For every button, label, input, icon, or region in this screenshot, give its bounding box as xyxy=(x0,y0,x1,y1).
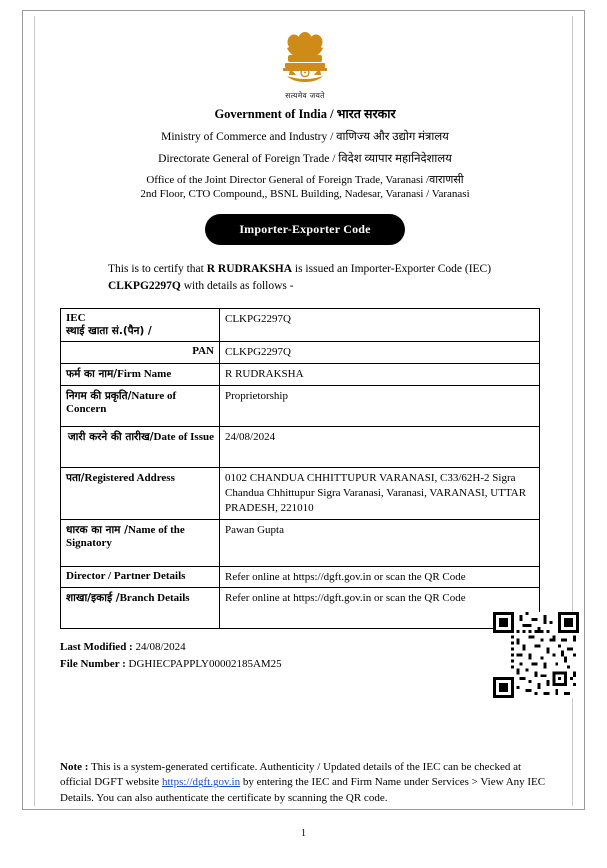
table-row xyxy=(61,566,540,588)
row-label-signatory xyxy=(61,519,220,566)
row-value-iec: CLKPG2297Q xyxy=(220,309,540,342)
ministry-line: Ministry of Commerce and Industry / वाणिज्य और उद्योग मंत्रालय xyxy=(161,131,449,143)
file-number-row xyxy=(60,656,550,673)
table-row xyxy=(61,364,540,386)
label-en-iec: IEC xyxy=(66,312,86,325)
dgft-website-link[interactable]: https://dgft.gov.in xyxy=(161,776,241,789)
row-label-nature-of-concern xyxy=(61,386,220,427)
label-en-branch: Branch Details xyxy=(119,592,190,605)
table-row xyxy=(61,309,540,342)
label-en-signatory: Name of the Signatory xyxy=(66,523,185,549)
certify-firm-name: R RUDRAKSHA xyxy=(206,263,292,275)
label-en-pan: PAN xyxy=(192,345,214,358)
office-line-1: Office of the Joint Director General of Foreign Trade, Varanasi /वाराणसी xyxy=(146,174,464,186)
label-hi-firm-name: फर्म का नाम/ xyxy=(66,368,118,381)
certify-suffix: with details as follows - xyxy=(180,279,294,292)
government-title: Government of India / भारत सरकार xyxy=(214,107,396,121)
label-hi-iec: स्थाई खाता सं.(पैन) / xyxy=(66,325,152,338)
table-row xyxy=(61,386,540,427)
certify-middle: is issued an Importer-Exporter Code (IEC) xyxy=(292,263,492,275)
certificate-content xyxy=(60,28,550,807)
note-block xyxy=(60,760,550,808)
row-value-nature-of-concern: Proprietorship xyxy=(220,386,540,427)
last-modified-value: 24/08/2024 xyxy=(132,641,186,654)
label-en-date: Date of Issue xyxy=(153,431,214,444)
label-hi-nature: निगम की प्रकृति/ xyxy=(66,390,132,403)
emblem-block xyxy=(60,28,550,101)
iec-details-table xyxy=(60,308,540,629)
file-number-value: DGHIECPAPPLY00002185AM25 xyxy=(125,658,282,671)
row-label-director-partner xyxy=(61,566,220,588)
file-number-label: File Number : xyxy=(60,658,126,671)
row-value-registered-address: 0102 CHANDUA CHHITTUPUR VARANASI, C33/62H-2 Sigra Chandua Chhittupur Sigra Varanasi, Varanasi, VARANASI, UTTAR PRADESH, 221010 xyxy=(220,468,540,520)
row-value-date-of-issue: 24/08/2024 xyxy=(220,427,540,468)
table-row xyxy=(61,342,540,364)
table-row xyxy=(61,588,540,629)
table-row xyxy=(61,468,540,520)
row-label-date-of-issue xyxy=(61,427,220,468)
footer-meta xyxy=(60,639,550,673)
row-label-branch-details xyxy=(61,588,220,629)
note-text-1: This is a system-generated certificate. Authenticity / Updated details of the IEC can be checked at official DGFT website xyxy=(60,760,522,789)
page-title: Importer-Exporter Code xyxy=(205,214,404,245)
qr-code-icon[interactable] xyxy=(493,612,579,698)
row-value-pan: CLKPG2297Q xyxy=(220,342,540,364)
label-hi-date: जारी करने की तारीख/ xyxy=(67,431,154,444)
india-national-emblem-icon xyxy=(278,28,332,90)
label-en-firm-name: Firm Name xyxy=(117,368,172,381)
emblem-motto: सत्यमेव जयते xyxy=(285,91,325,100)
table-row xyxy=(61,519,540,566)
last-modified-label: Last Modified : xyxy=(60,641,133,654)
row-label-iec xyxy=(61,309,220,342)
office-line-2: 2nd Floor, CTO Compound,, BSNL Building, Nadesar, Varanasi / Varanasi xyxy=(140,188,470,200)
row-value-branch-details: Refer online at https://dgft.gov.in or scan the QR Code xyxy=(220,588,540,629)
label-hi-address: पता/ xyxy=(66,472,85,485)
certify-prefix: This is to certify that xyxy=(108,263,207,275)
page-number: 1 xyxy=(301,828,306,839)
row-value-director-partner: Refer online at https://dgft.gov.in or scan the QR Code xyxy=(220,566,540,588)
title-pill-wrapper xyxy=(60,214,550,245)
last-modified-row xyxy=(60,639,550,656)
label-en-address: Registered Address xyxy=(84,472,175,485)
label-hi-branch: शाखा/इकाई / xyxy=(66,592,120,605)
label-en-director: Director / Partner Details xyxy=(66,569,186,582)
certify-paragraph xyxy=(60,261,550,294)
row-label-firm-name xyxy=(61,364,220,386)
row-label-pan xyxy=(61,342,220,364)
directorate-line: Directorate General of Foreign Trade / विदेश व्यापार महानिदेशालय xyxy=(158,153,452,165)
label-hi-signatory: धारक का नाम / xyxy=(66,523,128,536)
row-value-firm-name: R RUDRAKSHA xyxy=(220,364,540,386)
row-value-signatory: Pawan Gupta xyxy=(220,519,540,566)
note-text-2: by entering the IEC and Firm Name under Services > View Any IEC Details. You can also authenticate the certificate by scanning the QR code. xyxy=(60,776,546,805)
row-label-registered-address xyxy=(61,468,220,520)
label-en-nature: Nature of Concern xyxy=(66,390,177,416)
note-label: Note : xyxy=(60,760,89,773)
table-row xyxy=(61,427,540,468)
certify-iec-code: CLKPG2297Q xyxy=(108,279,181,292)
